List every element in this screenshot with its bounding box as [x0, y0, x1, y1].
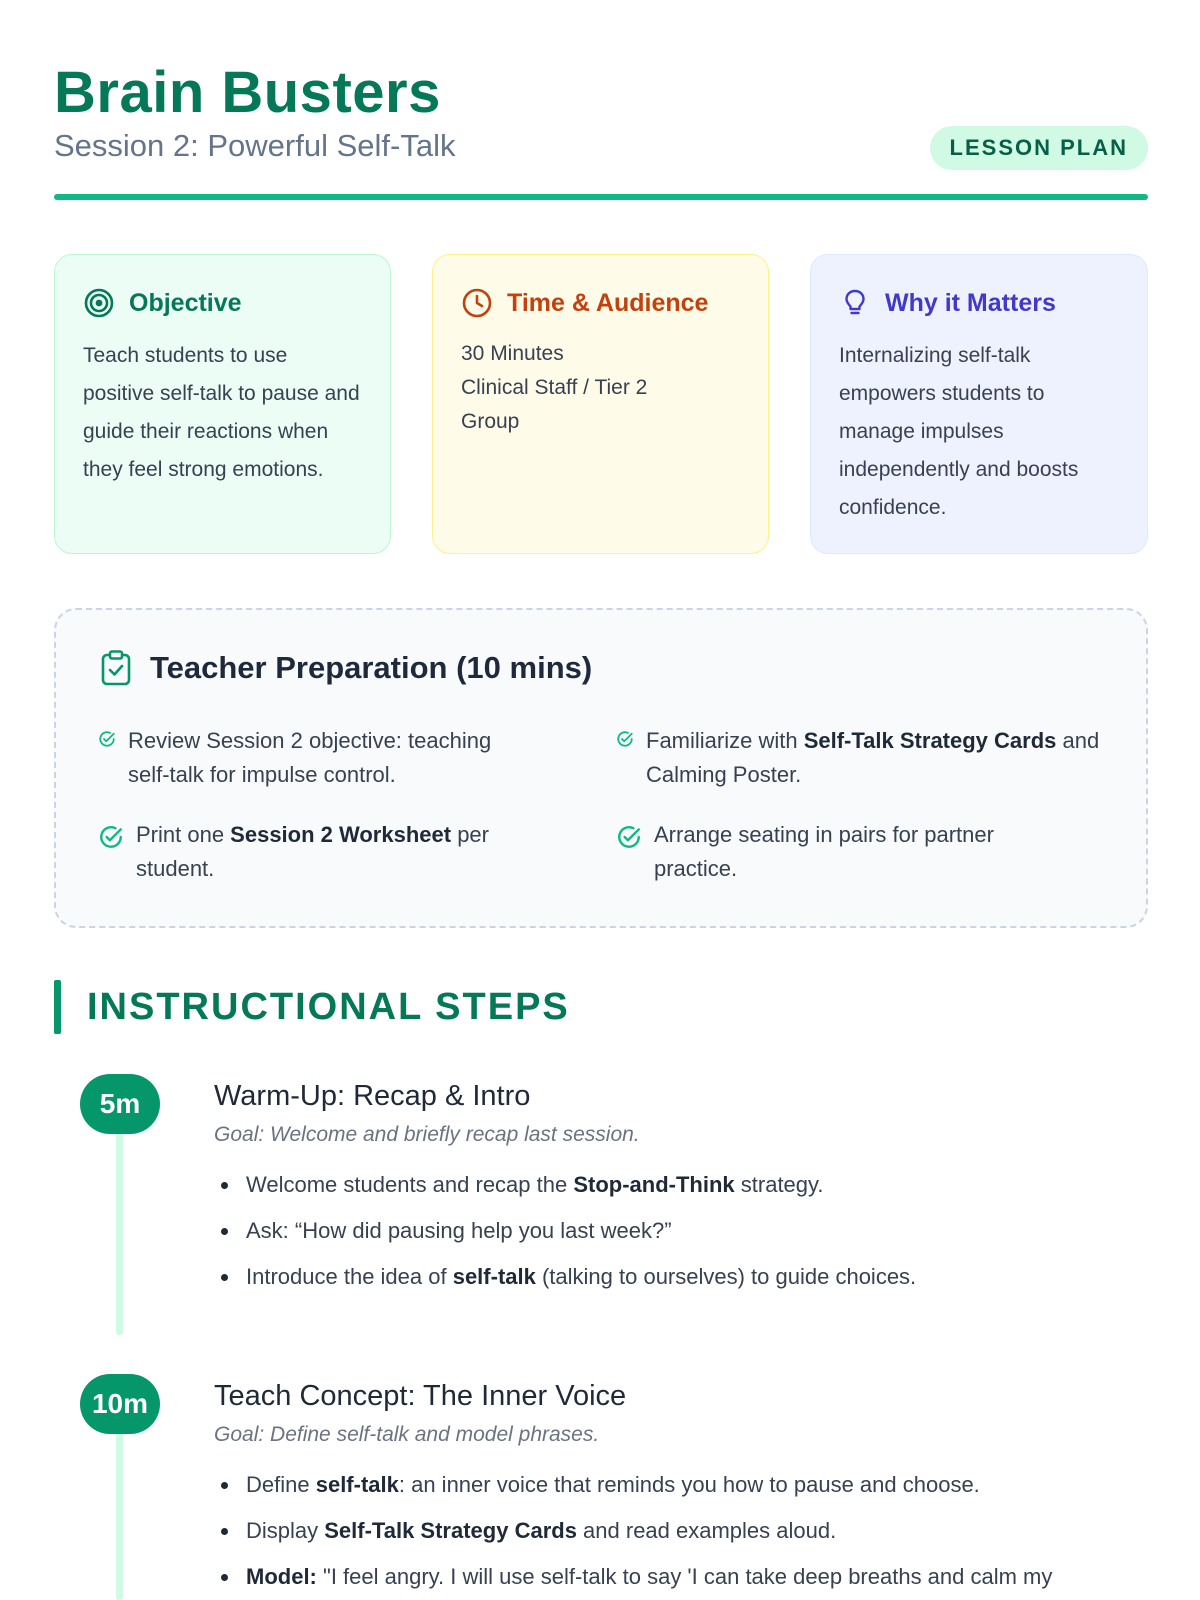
check-circle-icon: [98, 824, 124, 850]
prep-item-text: [128, 724, 538, 792]
step-title: Warm-Up: Recap & Intro: [214, 1080, 531, 1112]
bullet-bold: Self-Talk Strategy Cards: [324, 1518, 577, 1543]
bullet-bold: Stop-and-Think: [573, 1172, 735, 1197]
time-line: 30 Minutes: [461, 342, 564, 365]
section-heading-text: INSTRUCTIONAL STEPS: [87, 985, 570, 1028]
list-item: [214, 1162, 1134, 1208]
bullet-post: "I feel angry. I will use self-talk to say 'I can take deep breaths and calm my: [316, 1564, 1053, 1589]
bullet-pre: Welcome students and recap the: [246, 1172, 574, 1197]
section-accent-bar: [54, 980, 61, 1034]
time-audience-lines: [461, 337, 740, 439]
why-text: Internalizing self-talk empowers students to manage impulses independently and boosts confidence.: [839, 344, 1079, 519]
bullet-pre: Ask: “How did pausing help you last week?”: [246, 1218, 672, 1243]
target-icon: [83, 287, 115, 319]
step-title: Teach Concept: The Inner Voice: [214, 1380, 627, 1412]
step-time-badge: 5m: [80, 1074, 160, 1134]
page-subtitle: Session 2: Powerful Self-Talk: [54, 128, 456, 163]
step-teach-concept: [214, 1376, 1134, 1600]
step-bullets: [214, 1162, 1134, 1300]
list-item: [214, 1554, 1134, 1600]
check-circle-icon: [616, 824, 642, 850]
lesson-plan-badge: LESSON PLAN: [930, 126, 1148, 170]
instructional-steps-heading: [54, 980, 570, 1034]
objective-text: Teach students to use positive self-talk to pause and guide their reactions when they feel strong emotions.: [83, 344, 360, 481]
time-audience-card: [432, 254, 769, 554]
step-warm-up: [214, 1076, 1134, 1300]
bullet-post: (talking to ourselves) to guide choices.: [535, 1264, 917, 1289]
objective-card: [54, 254, 391, 554]
step-goal: Goal: Welcome and briefly recap last session.: [214, 1123, 640, 1146]
time-audience-card-title: [461, 281, 740, 325]
prep-item-2: [616, 724, 1116, 792]
header-divider: [54, 194, 1148, 200]
why-card-title: [839, 281, 1119, 325]
bullet-bold: self-talk: [452, 1264, 536, 1289]
bullet-post: and read examples aloud.: [576, 1518, 837, 1543]
prep-item-1-text: Review Session 2 objective: teaching self-talk for impulse control.: [128, 728, 492, 787]
bullet-pre: Introduce the idea of: [246, 1264, 453, 1289]
lightbulb-icon: [839, 287, 871, 319]
prep-item-2-bold: Self-Talk Strategy Cards: [803, 728, 1057, 753]
list-item: [214, 1254, 1134, 1300]
list-item: [214, 1462, 1134, 1508]
teacher-preparation-box: [54, 608, 1148, 928]
prep-item-text: [654, 818, 1056, 886]
bullet-post: : an inner voice that reminds you how to pause and choose.: [398, 1472, 980, 1497]
step-bullets: [214, 1462, 1134, 1600]
teacher-preparation-title-text: Teacher Preparation (10 mins): [150, 650, 593, 685]
objective-title-text: Objective: [129, 288, 242, 317]
why-title-text: Why it Matters: [885, 288, 1056, 317]
list-item: [214, 1508, 1134, 1554]
prep-item-3-post: per student.: [136, 822, 489, 881]
bullet-pre: Display: [246, 1518, 325, 1543]
page-title: Brain Busters: [54, 60, 441, 125]
prep-item-4: [616, 818, 1056, 886]
header: [54, 52, 1148, 202]
step-goal: Goal: Define self-talk and model phrases.: [214, 1423, 600, 1446]
bullet-bold: self-talk: [315, 1472, 399, 1497]
timeline-line: [116, 1105, 123, 1335]
check-circle-icon: [98, 730, 116, 748]
check-circle-icon: [616, 730, 634, 748]
bullet-pre: Define: [246, 1472, 316, 1497]
teacher-preparation-title: [100, 650, 592, 686]
clipboard-check-icon: [100, 650, 132, 686]
clock-icon: [461, 287, 493, 319]
prep-item-text: [136, 818, 538, 886]
audience-line: Clinical Staff / Tier 2: [461, 376, 648, 399]
prep-item-4-text: Arrange seating in pairs for partner practice.: [654, 822, 994, 881]
bullet-bold: Model:: [246, 1564, 317, 1589]
why-it-matters-card: [810, 254, 1148, 554]
audience-line-2: Group: [461, 410, 520, 433]
prep-item-3-pre: Print one: [136, 822, 231, 847]
prep-item-2-pre: Familiarize with: [646, 728, 804, 753]
prep-item-2-post: and Calming Poster.: [646, 728, 1100, 787]
bullet-post: strategy.: [734, 1172, 824, 1197]
timeline-line: [116, 1405, 123, 1600]
prep-item-text: [646, 724, 1116, 792]
prep-item-3: [98, 818, 538, 886]
prep-item-3-bold: Session 2 Worksheet: [230, 822, 452, 847]
list-item: [214, 1208, 1134, 1254]
prep-item-1: [98, 724, 538, 792]
objective-card-title: [83, 281, 362, 325]
step-time-badge: 10m: [80, 1374, 160, 1434]
time-audience-title-text: Time & Audience: [507, 288, 709, 317]
